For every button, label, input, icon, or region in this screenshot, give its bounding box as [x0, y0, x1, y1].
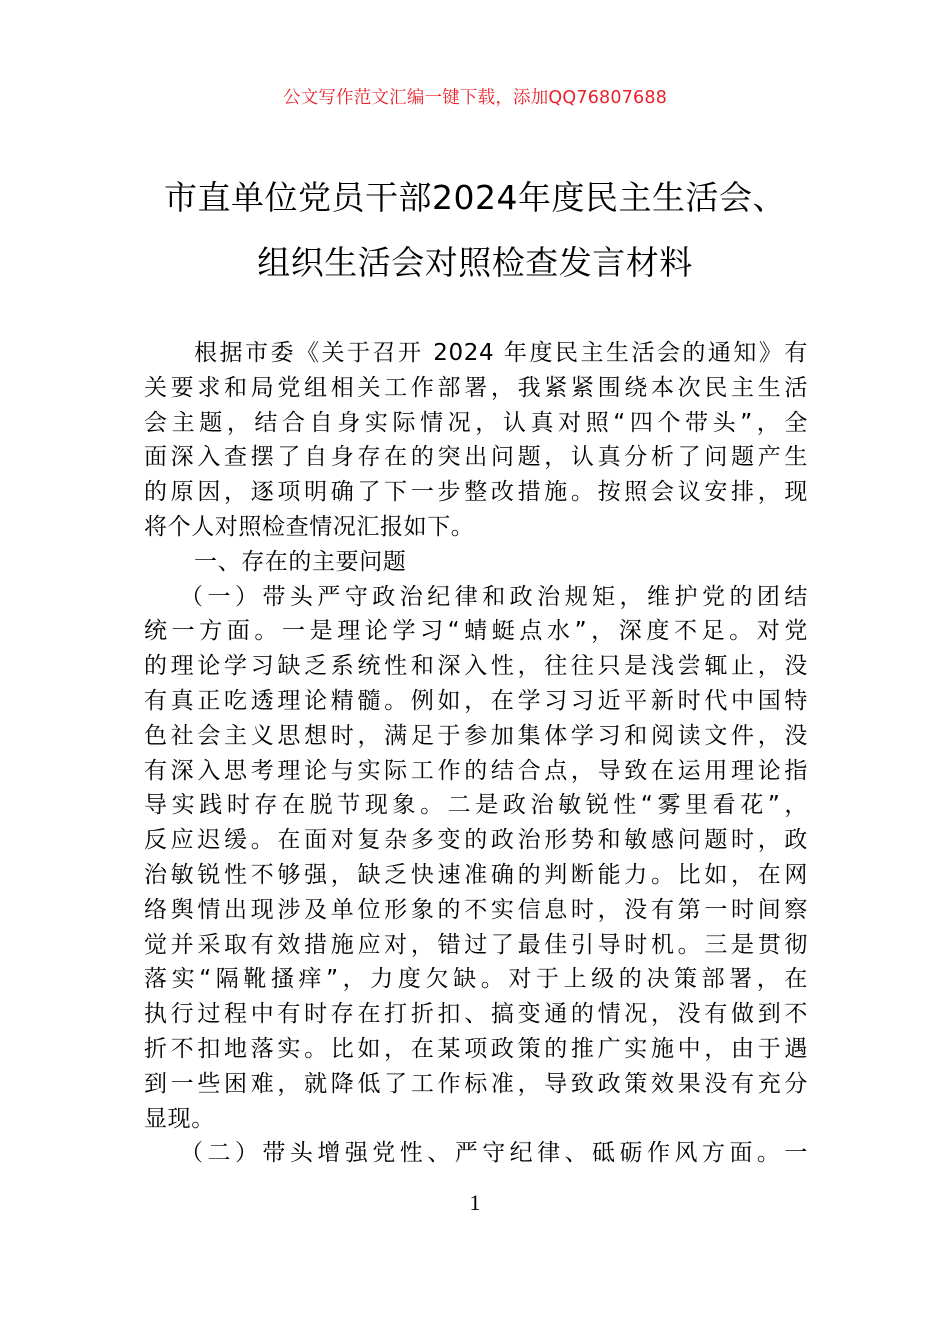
text-line: 反应迟缓。在面对复杂多变的政治形势和敏感问题时，政 — [144, 827, 808, 854]
text-line: 色社会主义思想时，满足于参加集体学习和阅读文件，没 — [144, 722, 808, 749]
text-line: （二）带头增强党性、严守纪律、砥砺作风方面。一 — [180, 1140, 808, 1167]
download-watermark-banner[interactable]: 公文写作范文汇编一键下载，添加QQ76807688 — [282, 88, 668, 108]
text-line: 统一方面。一是理论学习“蜻蜓点水”，深度不足。对党 — [144, 618, 808, 645]
text-line: 觉并采取有效措施应对，错过了最佳引导时机。三是贯彻 — [144, 931, 808, 958]
text-line: 的原因，逐项明确了下一步整改措施。按照会议安排，现 — [144, 479, 808, 506]
text-line: 的理论学习缺乏系统性和深入性，往往只是浅尝辄止，没 — [144, 653, 808, 680]
text-line: 面深入查摆了自身存在的突出问题，认真分析了问题产生 — [144, 444, 808, 471]
text-line: （一）带头严守政治纪律和政治规矩，维护党的团结 — [180, 583, 808, 610]
paragraph-subsection-2 — [144, 1136, 808, 1171]
text-line: 折不扣地落实。比如，在某项政策的推广实施中，由于遇 — [144, 1035, 808, 1062]
text-line: 执行过程中有时存在打折扣、搞变通的情况，没有做到不 — [144, 1001, 808, 1028]
text-line: 导实践时存在脱节现象。二是政治敏锐性“雾里看花”， — [144, 792, 808, 819]
text-line: 落实“隔靴搔痒”，力度欠缺。对于上级的决策部署，在 — [144, 966, 808, 993]
text-line: 络舆情出现涉及单位形象的不实信息时，没有第一时间察 — [144, 896, 808, 923]
text-line: 有真正吃透理论精髓。例如，在学习习近平新时代中国特 — [144, 687, 808, 714]
paragraph-intro — [144, 336, 808, 545]
text-line: 到一些困难，就降低了工作标准，导致政策效果没有充分 — [144, 1070, 808, 1097]
page-number: 1 — [469, 1190, 481, 1215]
text-line: 有深入思考理论与实际工作的结合点，导致在运用理论指 — [144, 757, 808, 784]
document-title-line-2: 组织生活会对照检查发言材料 — [257, 243, 693, 282]
paragraph-subsection-1 — [144, 580, 808, 1137]
text-line: 根据市委《关于召开 2024 年度民主生活会的通知》有 — [194, 340, 808, 366]
text-line: 治敏锐性不够强，缺乏快速准确的判断能力。比如，在网 — [144, 861, 808, 888]
document-title-line-1: 市直单位党员干部2024年度民主生活会、 — [164, 178, 786, 217]
heading-line: 一、存在的主要问题 — [194, 548, 407, 575]
text-line: 将个人对照检查情况汇报如下。 — [144, 513, 475, 540]
text-line: 显现。 — [144, 1105, 215, 1132]
document-body — [144, 336, 808, 1171]
text-line: 关要求和局党组相关工作部署，我紧紧围绕本次民主生活 — [144, 374, 808, 401]
text-line: 会主题，结合自身实际情况，认真对照“四个带头”，全 — [144, 409, 808, 436]
section-heading-main-problems — [144, 545, 808, 580]
